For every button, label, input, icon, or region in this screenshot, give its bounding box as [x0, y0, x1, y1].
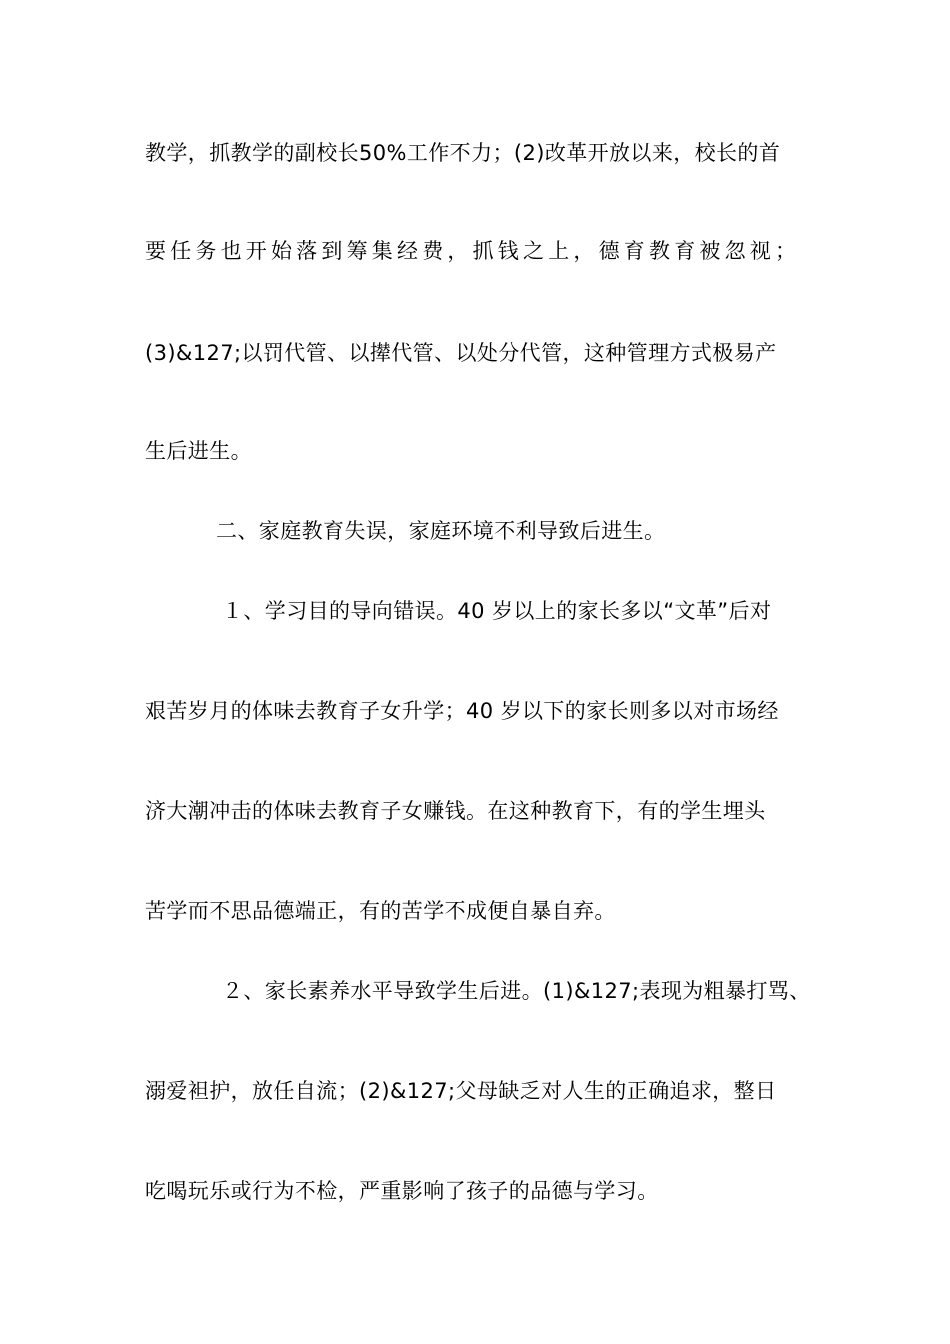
text-line-7: 艰苦岁月的体味去教育子女升学；40 岁以下的家长则多以对市场经 [145, 699, 779, 723]
text-line-8: 济大潮冲击的体味去教育子女赚钱。在这种教育下，有的学生埋头 [145, 799, 766, 823]
text-line-11: 溺爱袒护，放任自流；(2)&127;父母缺乏对人生的正确追求，整日 [145, 1079, 777, 1103]
text-line-2: 要任务也开始落到筹集经费，抓钱之上，德育教育被忽视； [145, 239, 801, 263]
text-line-9: 苦学而不思品德端正，有的苦学不成便自暴自弃。 [145, 899, 616, 923]
text-line-4: 生后进生。 [145, 439, 252, 463]
text-line-1: 教学，抓教学的副校长50%工作不力；(2)改革开放以来，校长的首 [145, 141, 781, 165]
text-line-3: (3)&127;以罚代管、以撵代管、以处分代管，这种管理方式极易产 [145, 341, 777, 365]
section-heading: 二、家庭教育失误，家庭环境不利导致后进生。 [216, 519, 666, 543]
text-line-10: ２、家长素养水平导致学生后进。(1)&127;表现为粗暴打骂、 [222, 979, 811, 1003]
text-line-6: １、学习目的导向错误。40 岁以上的家长多以“文革”后对 [222, 599, 772, 623]
text-line-12: 吃喝玩乐或行为不检，严重影响了孩子的品德与学习。 [145, 1179, 659, 1203]
